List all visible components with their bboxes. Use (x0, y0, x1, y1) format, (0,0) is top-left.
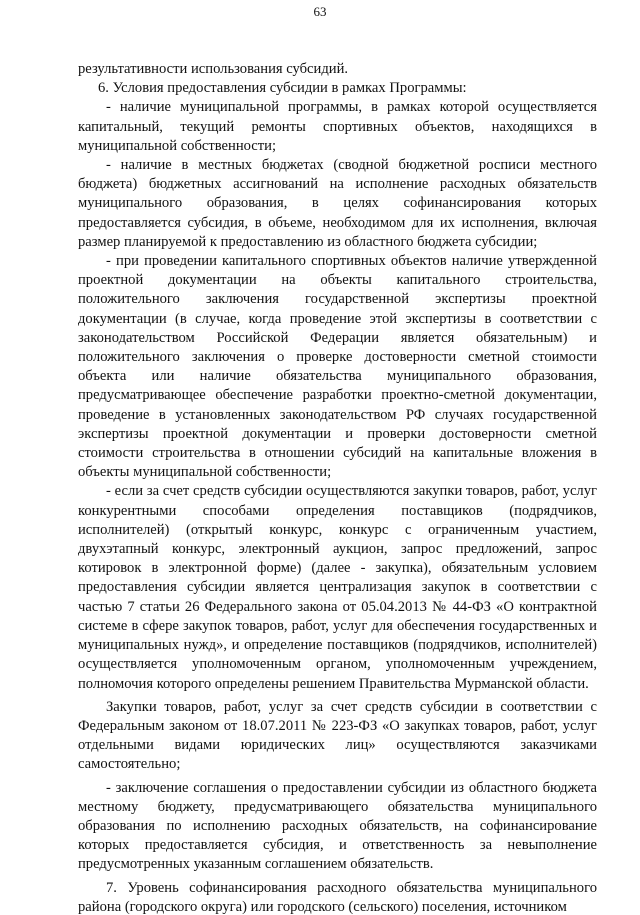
paragraph-condition-procurement: - если за счет средств субсидии осуществляются закупки товаров, работ, услуг конкурентными способами определения поставщиков (подрядчиков, исполнителей) (открытый конкурс, конкурс с ограниченным участием, двухэтапный конкурс, электронный аукцион, запрос предложений, запрос котировок в электронной форме) (далее - закупка), обязательным условием предоставления субсидии является централизация закупок в соответствии с частью 7 статьи 26 Федерального закона от 05.04.2013 № 44-ФЗ «О контрактной системе в сфере закупок товаров, работ, услуг для обеспечения государственных и муниципальных нужд», и определение поставщиков (подрядчиков, исполнителей) осуществляется уполномоченным органом, уполномоченным учреждением, полномочия которого определены решением Правительства Мурманской области. (78, 483, 597, 692)
page-number: 63 (313, 4, 327, 19)
paragraph-condition-program: - наличие муниципальной программы, в рамках которой осуществляется капитальный, текущий ремонты спортивных объектов, находящихся в муниципальной собственности; (78, 99, 597, 154)
paragraph-condition-agreement: - заключение соглашения о предоставлении субсидии из областного бюджета местному бюджету, предусматривающего обязательства муниципального образования по исполнению расходных обязательств, на софинансирование которых предоставляется субсидия, и ответственность за невыполнение предусмотренных указанным соглашением обязательств. (78, 779, 597, 873)
paragraph-procurement-223fz: Закупки товаров, работ, услуг за счет средств субсидии в соответствии с Федеральным законом от 18.07.2011 № 223-ФЗ «О закупках товаров, работ, услуг отдельными видами юридических лиц» осуществляются заказчиками самостоятельно; (78, 698, 597, 773)
body-text (78, 60, 597, 915)
paragraph-section-6-heading: 6. Условия предоставления субсидии в рамках Программы: (98, 80, 467, 97)
paragraph-section-7: 7. Уровень софинансирования расходного обязательства муниципального района (городского округа) или городского (сельского) поселения, источником (78, 879, 597, 915)
paragraph-condition-budget: - наличие в местных бюджетах (сводной бюджетной росписи местного бюджета) бюджетных ассигнований на исполнение расходных обязательств муниципального образования, в целях софинансирования которых предоставляется субсидия, в объеме, необходимом для их исполнения, включая размер планируемой к предоставлению из областного бюджета субсидии; (78, 157, 597, 250)
paragraph-continuation: результативности использования субсидий. (78, 61, 349, 77)
paragraph-condition-documentation: - при проведении капитального спортивных объектов наличие утвержденной проектной документации на объекты капитального строительства, положительного заключения государственной экспертизы проектной документации (в случае, когда проведение этой экспертизы в соответствии с законодательством Российской Федерации является обязательным) и положительного заключения о проверке достоверности сметной стоимости объекта или наличие обязательства муниципального образования, предусматривающее обеспечение разработки проектно-сметной документации, проведение в установленных законодательством РФ случаях государственной экспертизы проектной документации и проверки достоверности сметной стоимости строительства в отношении субсидий на капитальные вложения в объекты муниципальной собственности; (78, 253, 597, 481)
